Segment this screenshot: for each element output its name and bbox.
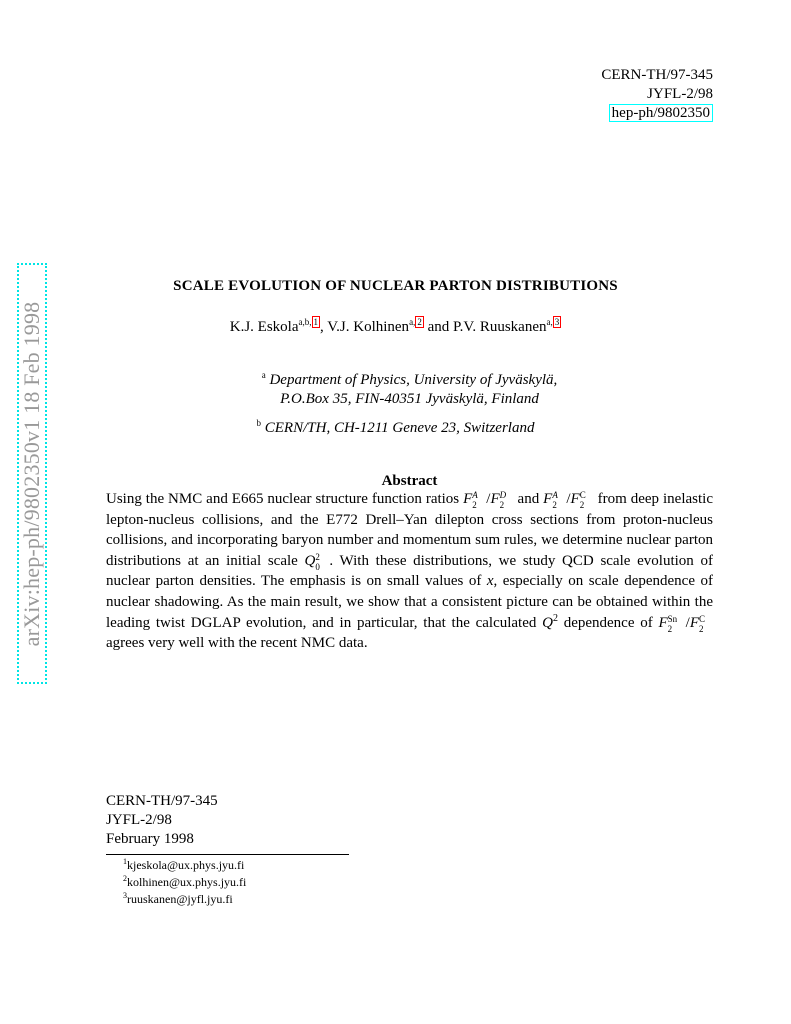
abstract-text: , especially on scale dependence of nuclear shadowing. As the main result, we show that a consistent picture can be obtained within the leading twist DGLAP evolution, and in particular, that the calculated [106, 573, 713, 631]
footnote-mark: 3 [123, 891, 127, 900]
footnote-link[interactable]: 3 [554, 317, 560, 327]
footnote-item [123, 857, 246, 874]
arxiv-stamp-text: arXiv:hep-ph/9802350v1 18 Feb 1998 [19, 301, 44, 646]
publication-date: February 1998 [106, 831, 194, 847]
footnote-mark: 2 [123, 874, 127, 883]
affiliation-mark: a [261, 370, 266, 380]
abstract-text: Using the NMC and E665 nuclear structure function ratios [106, 491, 464, 507]
author-affil-mark: a,b, [298, 317, 312, 327]
abstract-heading: Abstract [381, 473, 438, 489]
bottom-report-info [106, 792, 218, 849]
author-separator: and [423, 319, 453, 335]
math-x: x [486, 573, 494, 590]
report-number-cern: CERN-TH/97-345 [601, 67, 713, 83]
footnote-mark: 1 [123, 857, 127, 866]
math-f2a-over-f2c: F A 2 /F C 2 [543, 490, 586, 510]
author-name: V.J. Kolhinen [327, 319, 410, 335]
footnote-item [123, 891, 246, 908]
abstract-text: . With these distributions, we study QCD scale evolution of nuclear parton densities. The emphasis is on small values of [106, 552, 713, 590]
footnotes [123, 857, 246, 908]
footnote-email: ruuskanen@jyfl.jyu.fi [127, 892, 233, 906]
author-name: P.V. Ruuskanen [452, 319, 547, 335]
abstract-text: from deep inelastic lepton-nucleus collisions, and the E772 Drell–Yan dilepton cross sections from proton-nucleus collisions, and incorporating baryon number and momentum sum rules, we determine nuclear parton distributions at an initial scale [106, 491, 713, 569]
bottom-report-number: JYFL-2/98 [106, 812, 172, 828]
author-affil-mark: a, [409, 317, 416, 327]
math-q-squared: $Q^2$ [542, 612, 558, 631]
affiliation-line: CERN/TH, CH-1211 Geneve 23, Switzerland [264, 420, 535, 436]
affiliation-line: P.O.Box 35, FIN-40351 Jyväskylä, Finland [280, 391, 539, 407]
arxiv-id-link[interactable]: hep-ph/9802350 [609, 104, 713, 122]
footnote-link[interactable]: 2 [417, 317, 422, 327]
footnote-email: kjeskola@ux.phys.jyu.fi [127, 858, 245, 872]
math-f2a-over-f2d: F A 2 /F D 2 [463, 490, 507, 510]
footnote-rule [106, 854, 349, 855]
affiliation-b [0, 419, 791, 438]
paper-title: SCALE EVOLUTION OF NUCLEAR PARTON DISTRIBUTIONS [173, 278, 618, 294]
affiliation-line: Department of Physics, University of Jyväskylä, [269, 372, 558, 388]
abstract-text: and [513, 491, 544, 507]
bottom-report-number: CERN-TH/97-345 [106, 793, 218, 809]
affiliation-a [0, 371, 791, 409]
footnote-link[interactable]: 1 [313, 317, 319, 327]
abstract-body [106, 489, 713, 654]
author-separator: , [320, 319, 328, 335]
report-numbers [601, 66, 713, 123]
footnote-item [123, 874, 246, 891]
affiliation-mark: b [256, 418, 262, 428]
author-name: K.J. Eskola [229, 319, 299, 335]
math-f2sn-over-f2c: F Sn 2 /F C 2 [658, 613, 706, 634]
author-affil-mark: a, [546, 317, 553, 327]
report-number-jyfl: JYFL-2/98 [647, 86, 713, 102]
author-list [0, 316, 791, 336]
abstract-text: dependence of [557, 614, 659, 631]
footnote-email: kolhinen@ux.phys.jyu.fi [127, 875, 247, 889]
abstract-text: agrees very well with the recent NMC data. [106, 635, 368, 652]
math-q0-squared: Q 2 0 [304, 551, 320, 572]
